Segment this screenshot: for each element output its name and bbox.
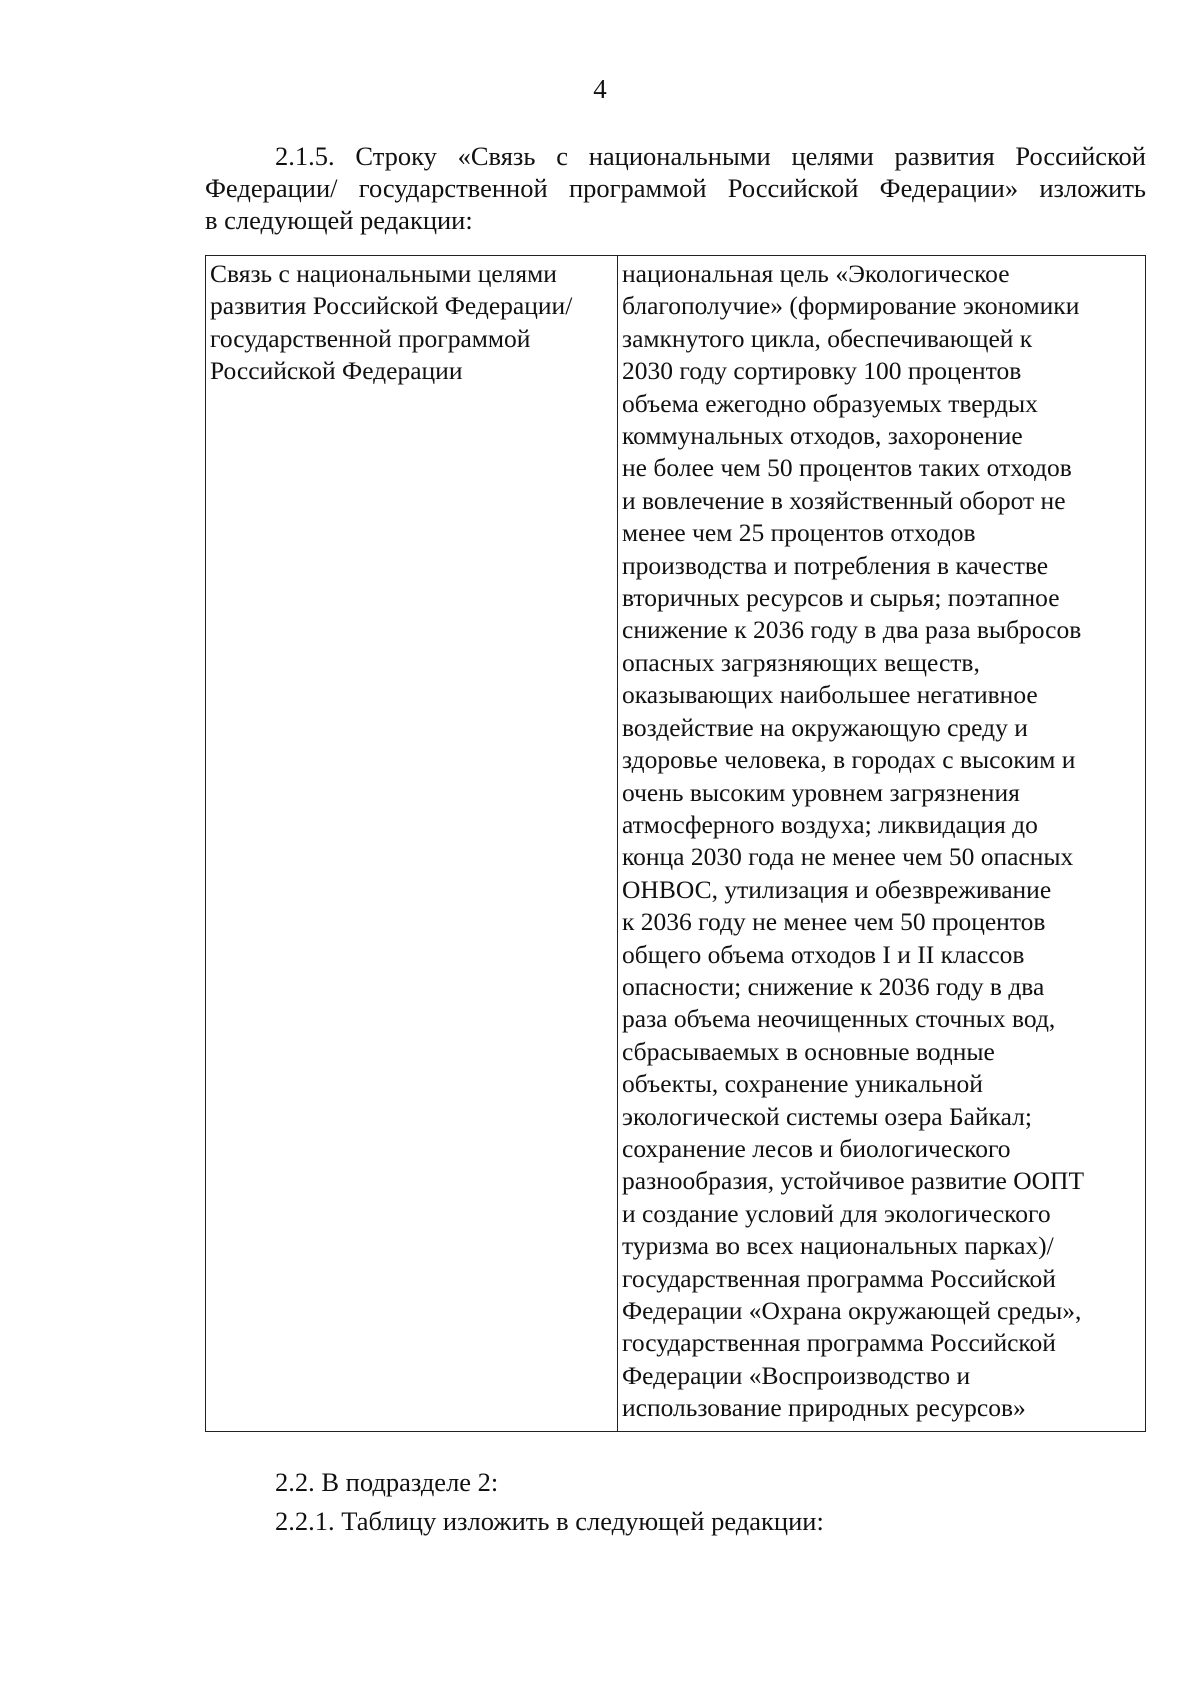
content-line: Федерации «Охрана окружающей среды», — [622, 1296, 1082, 1325]
table-cell-content — [618, 256, 1146, 1432]
content-line: очень высоким уровнем загрязнения — [622, 777, 1020, 807]
intro-line: Федерации/ государственной программой Российской Федерации» изложить — [205, 173, 1146, 203]
content-line: конца 2030 года не менее чем 50 опасных — [622, 842, 1074, 872]
content-line: коммунальных отходов, захоронение — [622, 421, 1023, 451]
content-line: ОНВОС, утилизация и обезвреживание — [622, 874, 1052, 904]
page-number: 4 — [593, 74, 607, 104]
content-line: национальная цель «Экологическое — [622, 259, 1010, 288]
goals-table — [205, 255, 1146, 1432]
content-line: разнообразия, устойчивое развитие ООПТ — [622, 1166, 1085, 1196]
content-line: 2030 году сортировку 100 процентов — [622, 356, 1022, 386]
content-line: и вовлечение в хозяйственный оборот не — [622, 485, 1066, 515]
content-line: атмосферного воздуха; ликвидация до — [622, 809, 1038, 839]
section-heading-2-2: 2.2. В подразделе 2: — [275, 1467, 499, 1497]
content-line: производства и потребления в качестве — [622, 550, 1049, 580]
section-item-2-2-1: 2.2.1. Таблицу изложить в следующей редакции: — [275, 1506, 824, 1536]
content-line: вторичных ресурсов и сырья; поэтапное — [622, 583, 1060, 613]
content-line: сохранение лесов и биологического — [622, 1133, 1011, 1163]
content-line: благополучие» (формирование экономики — [622, 291, 1080, 321]
table-row — [206, 256, 1146, 1432]
content-line: раза объема неочищенных сточных вод, — [622, 1004, 1056, 1034]
content-line: не более чем 50 процентов таких отходов — [622, 453, 1072, 483]
content-line: здоровье человека, в городах с высоким и — [622, 745, 1076, 775]
content-line: менее чем 25 процентов отходов — [622, 518, 976, 548]
intro-paragraph — [205, 140, 1146, 236]
label-line: Связь с национальными целями — [210, 259, 557, 288]
content-line: опасных загрязняющих веществ, — [622, 647, 980, 677]
table-cell-label — [206, 256, 618, 1432]
content-line: туризма во всех национальных парках)/ — [622, 1231, 1054, 1261]
content-line: оказывающих наибольшее негативное — [622, 680, 1038, 710]
content-line: замкнутого цикла, обеспечивающей к — [622, 323, 1033, 353]
content-line: Федерации «Воспроизводство и — [622, 1360, 971, 1390]
content-line: экологической системы озера Байкал; — [622, 1101, 1032, 1131]
intro-line: в следующей редакции: — [205, 205, 473, 235]
content-line: и создание условий для экологического — [622, 1198, 1051, 1228]
content-line: объекты, сохранение уникальной — [622, 1069, 983, 1099]
intro-line: 2.1.5. Строку «Связь с национальными целями развития Российской — [275, 141, 1146, 171]
content-line: государственная программа Российской — [622, 1263, 1056, 1293]
label-line: развития Российской Федерации/ — [210, 291, 573, 321]
content-line: использование природных ресурсов» — [622, 1393, 1026, 1423]
content-line: общего объема отходов I и II классов — [622, 939, 1025, 969]
content-line: к 2036 году не менее чем 50 процентов — [622, 907, 1046, 937]
content-line: воздействие на окружающую среду и — [622, 712, 1028, 742]
content-line: опасности; снижение к 2036 году в два — [622, 971, 1045, 1001]
label-line: Российской Федерации — [210, 356, 463, 386]
content-line: сбрасываемых в основные водные — [622, 1036, 995, 1066]
content-line: снижение к 2036 году в два раза выбросов — [622, 615, 1082, 645]
content-line: объема ежегодно образуемых твердых — [622, 388, 1038, 418]
label-line: государственной программой — [210, 323, 531, 353]
content-line: государственная программа Российской — [622, 1328, 1056, 1358]
